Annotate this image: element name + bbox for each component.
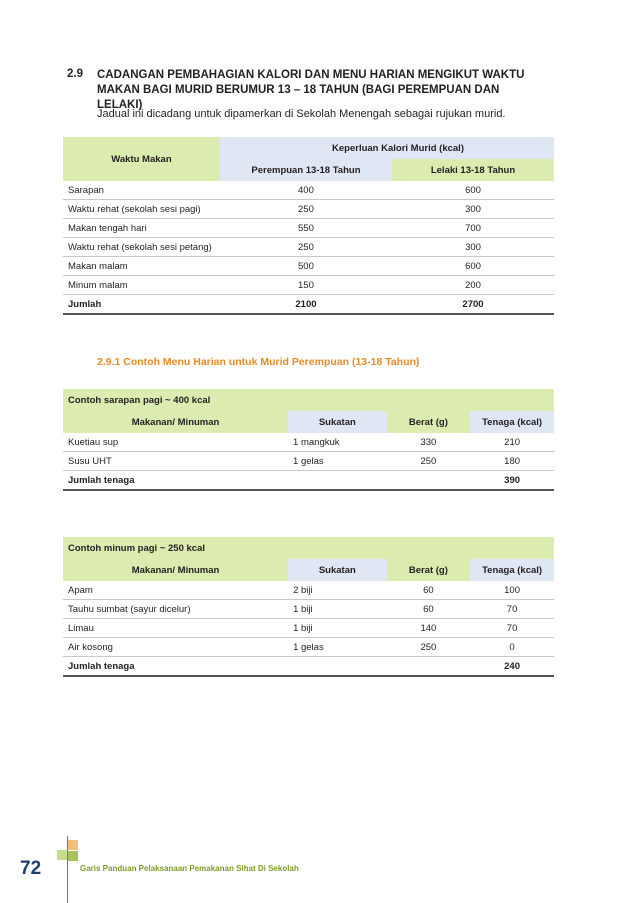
- total-row: [63, 295, 554, 315]
- food-cell: Air kosong: [63, 638, 288, 657]
- table-row: [63, 433, 554, 452]
- food-cell: Susu UHT: [63, 452, 288, 471]
- section-intro: Jadual ini dicadang untuk dipamerkan di Sekolah Menengah sebagai rujukan murid.: [97, 108, 506, 120]
- weight-cell: 60: [387, 600, 471, 619]
- table-row: [63, 638, 554, 657]
- energy-cell: 210: [470, 433, 554, 452]
- footer-decor-square: [68, 840, 78, 850]
- male-kcal-cell: 600: [392, 181, 554, 200]
- portion-cell: 1 biji: [288, 619, 387, 638]
- col-male-header: Lelaki 13-18 Tahun: [392, 159, 554, 181]
- col-group-header: Keperluan Kalori Murid (kcal): [220, 137, 554, 159]
- col-portion-header: Sukatan: [288, 411, 387, 433]
- table-row: [63, 181, 554, 200]
- total-label: Jumlah tenaga: [63, 657, 470, 677]
- menu-table-morning-snack: [63, 537, 554, 677]
- portion-cell: 1 gelas: [288, 638, 387, 657]
- table-row: [63, 619, 554, 638]
- menu-table-breakfast: [63, 389, 554, 491]
- male-kcal-cell: 300: [392, 200, 554, 219]
- subsection-title: 2.9.1 Contoh Menu Harian untuk Murid Perempuan (13-18 Tahun): [97, 356, 420, 368]
- female-kcal-cell: 400: [220, 181, 392, 200]
- energy-cell: 70: [470, 600, 554, 619]
- meal-cell: Makan malam: [63, 257, 220, 276]
- footer-text: Garis Panduan Pelaksanaan Pemakanan Sihat Di Sekolah: [80, 864, 299, 873]
- male-kcal-cell: 700: [392, 219, 554, 238]
- table-row: [63, 276, 554, 295]
- portion-cell: 1 gelas: [288, 452, 387, 471]
- portion-cell: 2 biji: [288, 581, 387, 600]
- energy-cell: 100: [470, 581, 554, 600]
- weight-cell: 140: [387, 619, 471, 638]
- meal-cell: Minum malam: [63, 276, 220, 295]
- meal-cell: Waktu rehat (sekolah sesi pagi): [63, 200, 220, 219]
- footer-decor-square: [57, 850, 67, 860]
- total-female: 2100: [220, 295, 392, 315]
- col-food-header: Makanan/ Minuman: [63, 559, 288, 581]
- table-row: [63, 219, 554, 238]
- menu-table-title: Contoh minum pagi ~ 250 kcal: [63, 537, 554, 559]
- col-portion-header: Sukatan: [288, 559, 387, 581]
- weight-cell: 330: [387, 433, 471, 452]
- meal-cell: Sarapan: [63, 181, 220, 200]
- total-energy: 240: [470, 657, 554, 677]
- male-kcal-cell: 300: [392, 238, 554, 257]
- weight-cell: 250: [387, 452, 471, 471]
- calorie-table: [63, 137, 554, 315]
- total-energy: 390: [470, 471, 554, 491]
- female-kcal-cell: 250: [220, 238, 392, 257]
- total-male: 2700: [392, 295, 554, 315]
- section-number: 2.9: [67, 68, 83, 80]
- table-row: [63, 238, 554, 257]
- table-row: [63, 600, 554, 619]
- female-kcal-cell: 550: [220, 219, 392, 238]
- weight-cell: 60: [387, 581, 471, 600]
- portion-cell: 1 biji: [288, 600, 387, 619]
- energy-cell: 70: [470, 619, 554, 638]
- weight-cell: 250: [387, 638, 471, 657]
- page-number: 72: [20, 858, 42, 879]
- energy-cell: 0: [470, 638, 554, 657]
- footer-decor-square: [68, 851, 78, 861]
- meal-cell: Makan tengah hari: [63, 219, 220, 238]
- menu-table-title: Contoh sarapan pagi ~ 400 kcal: [63, 389, 554, 411]
- food-cell: Apam: [63, 581, 288, 600]
- male-kcal-cell: 200: [392, 276, 554, 295]
- col-food-header: Makanan/ Minuman: [63, 411, 288, 433]
- total-label: Jumlah: [63, 295, 220, 315]
- total-row: [63, 471, 554, 491]
- food-cell: Limau: [63, 619, 288, 638]
- portion-cell: 1 mangkuk: [288, 433, 387, 452]
- col-female-header: Perempuan 13-18 Tahun: [220, 159, 392, 181]
- meal-cell: Waktu rehat (sekolah sesi petang): [63, 238, 220, 257]
- food-cell: Kuetiau sup: [63, 433, 288, 452]
- total-label: Jumlah tenaga: [63, 471, 470, 491]
- table-row: [63, 452, 554, 471]
- food-cell: Tauhu sumbat (sayur dicelur): [63, 600, 288, 619]
- col-energy-header: Tenaga (kcal): [470, 411, 554, 433]
- energy-cell: 180: [470, 452, 554, 471]
- table-row: [63, 581, 554, 600]
- col-energy-header: Tenaga (kcal): [470, 559, 554, 581]
- col-weight-header: Berat (g): [387, 559, 471, 581]
- female-kcal-cell: 500: [220, 257, 392, 276]
- female-kcal-cell: 250: [220, 200, 392, 219]
- table-row: [63, 200, 554, 219]
- female-kcal-cell: 150: [220, 276, 392, 295]
- col-meal-header: Waktu Makan: [63, 137, 220, 181]
- total-row: [63, 657, 554, 677]
- section-title: CADANGAN PEMBAHAGIAN KALORI DAN MENU HARIAN MENGIKUT WAKTU MAKAN BAGI MURID BERUMUR 13 – 18 TAHUN (BAGI PEREMPUAN DAN LELAKI): [97, 69, 525, 111]
- male-kcal-cell: 600: [392, 257, 554, 276]
- col-weight-header: Berat (g): [387, 411, 471, 433]
- table-row: [63, 257, 554, 276]
